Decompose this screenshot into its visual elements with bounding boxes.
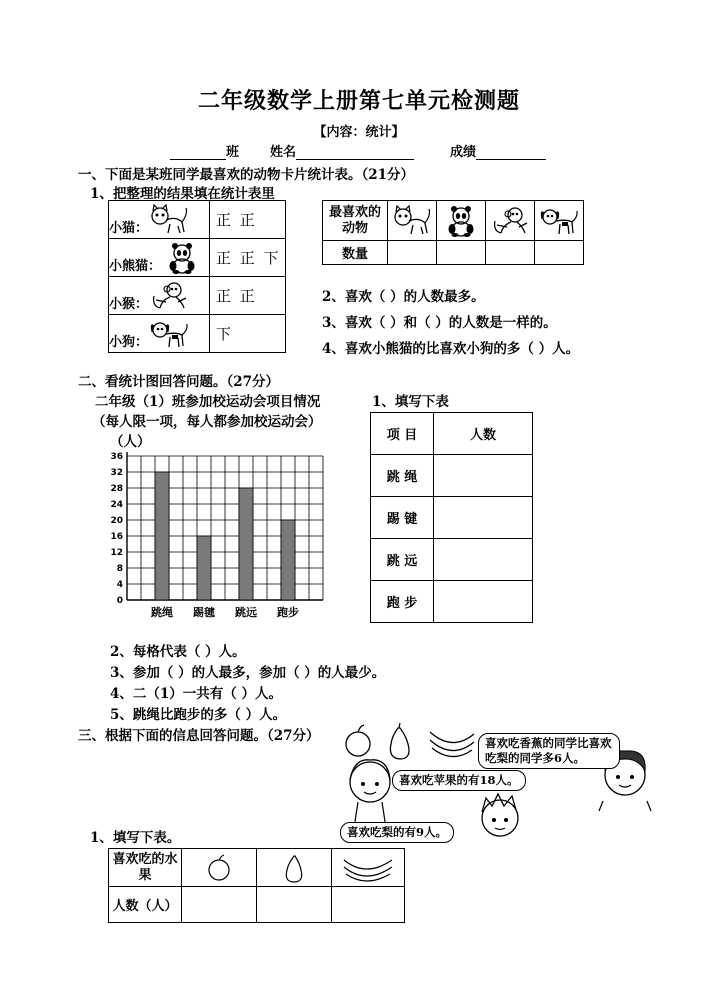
section1-heading: 一、下面是某班同学最喜欢的动物卡片统计表。（21分） bbox=[78, 167, 415, 183]
panda-icon bbox=[440, 205, 482, 237]
y-tick-label: 8 bbox=[116, 564, 123, 574]
page-subtitle: 【内容：统计】 bbox=[313, 125, 405, 140]
section2-q3: 3、参加（ ）的人最多，参加（ ）的人最少。 bbox=[110, 665, 386, 681]
fruit-cell-pear bbox=[257, 849, 332, 887]
section1-q2: 2、喜欢（ ）的人数最多。 bbox=[322, 289, 485, 305]
name-field[interactable] bbox=[270, 141, 414, 160]
dog-icon bbox=[538, 205, 580, 237]
fruit-table bbox=[108, 848, 405, 923]
fruit-answer-banana[interactable] bbox=[332, 887, 405, 923]
section3-heading: 三、根据下面的信息回答问题。（27分） bbox=[78, 728, 320, 744]
tally-row bbox=[109, 277, 286, 315]
cat-icon bbox=[148, 204, 190, 236]
chart-title: 二年级（1）班参加校运动会项目情况 bbox=[95, 394, 321, 410]
girl-illustration bbox=[340, 752, 400, 832]
y-tick-label: 36 bbox=[110, 452, 123, 462]
y-tick-label: 20 bbox=[110, 516, 123, 526]
boy-illustration bbox=[470, 790, 530, 850]
fruit-header: 喜欢吃的水果 bbox=[109, 849, 182, 887]
dog-icon bbox=[148, 318, 190, 350]
section2-heading: 二、看统计图回答问题。（27分） bbox=[78, 374, 280, 390]
stat-header-count: 数量 bbox=[323, 241, 388, 265]
y-tick-label: 16 bbox=[110, 532, 123, 542]
answer-cell-cat[interactable] bbox=[388, 241, 437, 265]
section1-q4: 4、喜欢小熊猫的比喜欢小狗的多（ ）人。 bbox=[322, 341, 580, 357]
bar bbox=[281, 520, 295, 600]
monkey-icon bbox=[148, 280, 190, 312]
x-tick-label: 跳远 bbox=[235, 606, 257, 619]
tally-mark-cell bbox=[210, 201, 286, 239]
section2-q1: 1、填写下表 bbox=[372, 394, 449, 410]
bubble-pear: 喜欢吃梨的有9人。 bbox=[340, 822, 454, 843]
banana-icon bbox=[430, 732, 474, 757]
apple-icon bbox=[204, 854, 234, 882]
chart-note: （每人限一项，每人都参加校运动会） bbox=[92, 414, 322, 430]
sports-answer-cell[interactable] bbox=[434, 497, 533, 539]
x-tick-label: 跑步 bbox=[277, 606, 299, 619]
fruit-cell-apple bbox=[182, 849, 257, 887]
tally-animal-label: 小熊猫： bbox=[109, 258, 162, 274]
y-tick-label: 32 bbox=[110, 468, 123, 478]
sports-row-label: 跑 步 bbox=[371, 581, 434, 623]
sports-row-label: 跳 远 bbox=[371, 539, 434, 581]
page-title: 二年级数学上册第七单元检测题 bbox=[197, 88, 520, 114]
fruit-cell-banana bbox=[332, 849, 405, 887]
tally-marks: 下 bbox=[216, 325, 234, 343]
tally-row bbox=[109, 315, 286, 353]
stat-cell-monkey bbox=[486, 201, 535, 241]
score-label: 成绩 bbox=[450, 145, 477, 160]
animal-stat-table bbox=[322, 200, 584, 265]
chart-ylabel: （人） bbox=[110, 434, 151, 450]
tally-mark-cell bbox=[210, 315, 286, 353]
stat-header-animals: 最喜欢的动物 bbox=[323, 201, 388, 241]
bar bbox=[197, 536, 211, 600]
fruit-answer-apple[interactable] bbox=[182, 887, 257, 923]
sports-header-count: 人数 bbox=[434, 413, 533, 455]
class-label: 班 bbox=[226, 145, 240, 160]
tally-mark-cell bbox=[210, 277, 286, 315]
section2-q5: 5、跳绳比跑步的多（ ）人。 bbox=[110, 707, 287, 723]
tally-animal-cell bbox=[109, 239, 210, 277]
x-tick-label: 踢毽 bbox=[193, 606, 215, 619]
y-tick-label: 24 bbox=[110, 500, 123, 510]
sports-answer-cell[interactable] bbox=[434, 455, 533, 497]
class-field[interactable] bbox=[170, 141, 239, 160]
tally-animal-cell bbox=[109, 315, 210, 353]
fruit-count-header: 人数（人） bbox=[109, 887, 182, 923]
y-tick-label: 0 bbox=[116, 596, 123, 606]
sports-header-item: 项 目 bbox=[371, 413, 434, 455]
sports-answer-cell[interactable] bbox=[434, 581, 533, 623]
x-tick-label: 跳绳 bbox=[151, 606, 173, 619]
y-tick-label: 28 bbox=[110, 484, 123, 494]
score-field[interactable] bbox=[450, 141, 546, 160]
monkey-icon bbox=[489, 205, 531, 237]
sports-table bbox=[370, 412, 533, 623]
tally-row bbox=[109, 201, 286, 239]
answer-cell-panda[interactable] bbox=[437, 241, 486, 265]
cat-icon bbox=[391, 205, 433, 237]
stat-cell-dog bbox=[535, 201, 584, 241]
tally-marks: 正 正 bbox=[216, 287, 257, 305]
bar-chart bbox=[95, 448, 335, 628]
stat-cell-cat bbox=[388, 201, 437, 241]
tally-row bbox=[109, 239, 286, 277]
section1-q1: 1、把整理的结果填在统计表里 bbox=[90, 186, 275, 202]
section1-q3: 3、喜欢（ ）和（ ）的人数是一样的。 bbox=[322, 315, 557, 331]
stat-cell-panda bbox=[437, 201, 486, 241]
pear-icon bbox=[279, 852, 309, 884]
tally-animal-cell bbox=[109, 277, 210, 315]
panda-icon bbox=[161, 242, 203, 274]
bar bbox=[155, 472, 169, 600]
answer-cell-monkey[interactable] bbox=[486, 241, 535, 265]
fruit-answer-pear[interactable] bbox=[257, 887, 332, 923]
tally-marks: 正 正 bbox=[216, 211, 257, 229]
sports-row-label: 跳 绳 bbox=[371, 455, 434, 497]
tally-marks: 正 正 下 bbox=[216, 249, 281, 267]
tally-mark-cell bbox=[210, 239, 286, 277]
section3-q1: 1、填写下表。 bbox=[90, 830, 181, 846]
bubble-banana: 喜欢吃香蕉的同学比喜欢吃梨的同学多6人。 bbox=[478, 733, 620, 769]
tally-animal-label: 小猴： bbox=[109, 296, 149, 312]
bubble-apple: 喜欢吃苹果的有18人。 bbox=[392, 770, 526, 791]
answer-cell-dog[interactable] bbox=[535, 241, 584, 265]
section2-q2: 2、每格代表（ ）人。 bbox=[110, 644, 246, 660]
y-tick-label: 12 bbox=[110, 548, 123, 558]
tally-table bbox=[108, 200, 286, 353]
tally-animal-label: 小狗： bbox=[109, 334, 149, 350]
tally-animal-label: 小猫： bbox=[109, 220, 149, 236]
name-label: 姓名 bbox=[270, 145, 297, 160]
tally-animal-cell bbox=[109, 201, 210, 239]
bar bbox=[239, 488, 253, 600]
y-tick-label: 4 bbox=[116, 580, 123, 590]
section2-q4: 4、二（1）一共有（ ）人。 bbox=[110, 686, 282, 702]
sports-row-label: 踢 键 bbox=[371, 497, 434, 539]
banana-icon bbox=[340, 852, 396, 884]
sports-answer-cell[interactable] bbox=[434, 539, 533, 581]
